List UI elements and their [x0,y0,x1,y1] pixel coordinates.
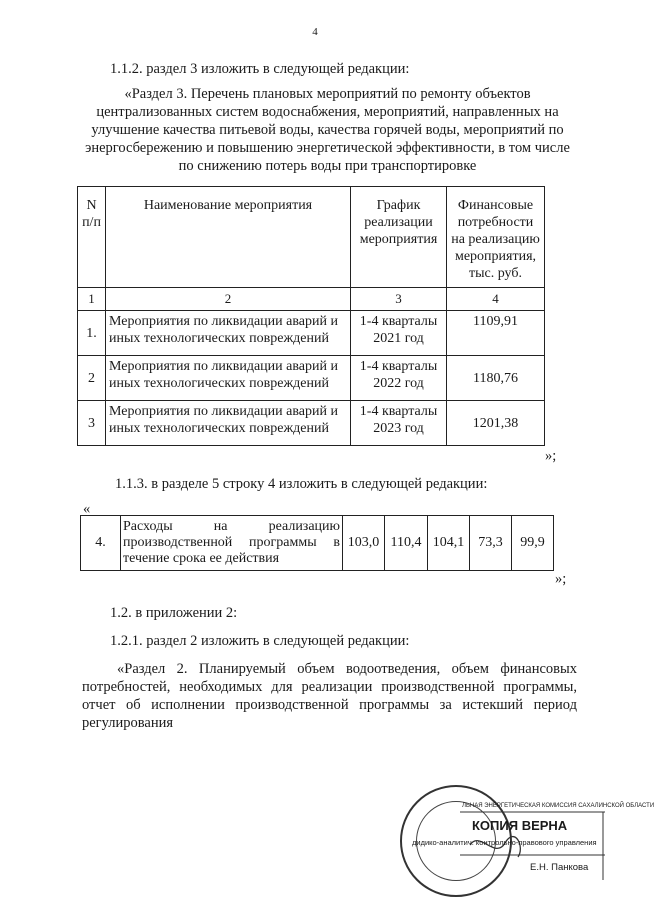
stamp-department: дидико-аналитич. контрольно-правового управления [412,838,597,847]
stamp-title: КОПИЯ ВЕРНА [472,818,568,833]
section-12-heading: 1.2. в приложении 2: [110,605,238,621]
header-name: Наименование мероприятия [106,187,351,288]
row-amount: 1201,38 [447,401,545,446]
row-amount: 1180,76 [447,356,545,401]
row4-value: 103,0 [343,516,385,571]
table-row [78,356,545,401]
row-name: Мероприятия по ликвидации аварий и иных технологических повреждений [106,356,351,401]
row4-value: 99,9 [512,516,554,571]
row4-value: 110,4 [385,516,428,571]
page-number: 4 [312,26,318,38]
table1-close-mark: »; [545,448,557,464]
table2-open-mark: « [83,501,91,517]
index-cell: 4 [447,288,545,311]
index-cell: 1 [78,288,106,311]
row-schedule: 1-4 кварталы 2022 год [351,356,447,401]
row-num: 2 [78,356,106,401]
certification-stamp [400,785,654,895]
row-num: 3 [78,401,106,446]
table-index-row [78,288,545,311]
row4-value: 104,1 [428,516,470,571]
row4-name: Расходы на реализацию производственной программы в течение срока ее действия [121,516,343,571]
measures-table [77,186,545,446]
section3-title: «Раздел 3. Перечень плановых мероприятий по ремонту объектов централизованных систем водоснабжения, мероприятий, направленных на улучшение качества питьевой воды, качества горячей воды, мероприятий по энергосбережению и повышению энергетической эффективности, в том числе по снижению потерь воды при транспортировке [85,86,570,174]
header-num: N п/п [78,187,106,288]
table2-close-mark: »; [555,571,567,587]
row4-value: 73,3 [470,516,512,571]
row-amount: 1109,91 [447,311,545,356]
table-row [81,516,554,571]
header-schedule: График реализации мероприятия [351,187,447,288]
row-schedule: 1-4 кварталы 2023 год [351,401,447,446]
section-113-heading: 1.1.3. в разделе 5 строку 4 изложить в следующей редакции: [115,476,488,492]
table-row [78,401,545,446]
row-num: 1. [78,311,106,356]
index-cell: 2 [106,288,351,311]
row-name: Мероприятия по ликвидации аварий и иных технологических повреждений [106,401,351,446]
row-schedule: 1-4 кварталы 2021 год [351,311,447,356]
table-row [78,311,545,356]
row-name: Мероприятия по ликвидации аварий и иных технологических повреждений [106,311,351,356]
stamp-org-line: ЛЬНАЯ ЭНЕРГЕТИЧЕСКАЯ КОМИССИЯ САХАЛИНСКОЙ ОБЛАСТИ [462,803,654,809]
section-112-heading: 1.1.2. раздел 3 изложить в следующей редакции: [110,61,410,77]
index-cell: 3 [351,288,447,311]
table-header-row [78,187,545,288]
stamp-signer-name: Е.Н. Панкова [530,862,589,873]
row4-num: 4. [81,516,121,571]
section-121-heading: 1.2.1. раздел 2 изложить в следующей редакции: [110,633,410,649]
section2-title: «Раздел 2. Планируемый объем водоотведения, объем финансовых потребностей, необходимых для реализации производственной программы, отчет об исполнении производственной программы за истекший период регулирования [82,661,577,731]
header-amount: Финансовые потребности на реализацию мероприятия, тыс. руб. [447,187,545,288]
row4-table [80,515,554,571]
